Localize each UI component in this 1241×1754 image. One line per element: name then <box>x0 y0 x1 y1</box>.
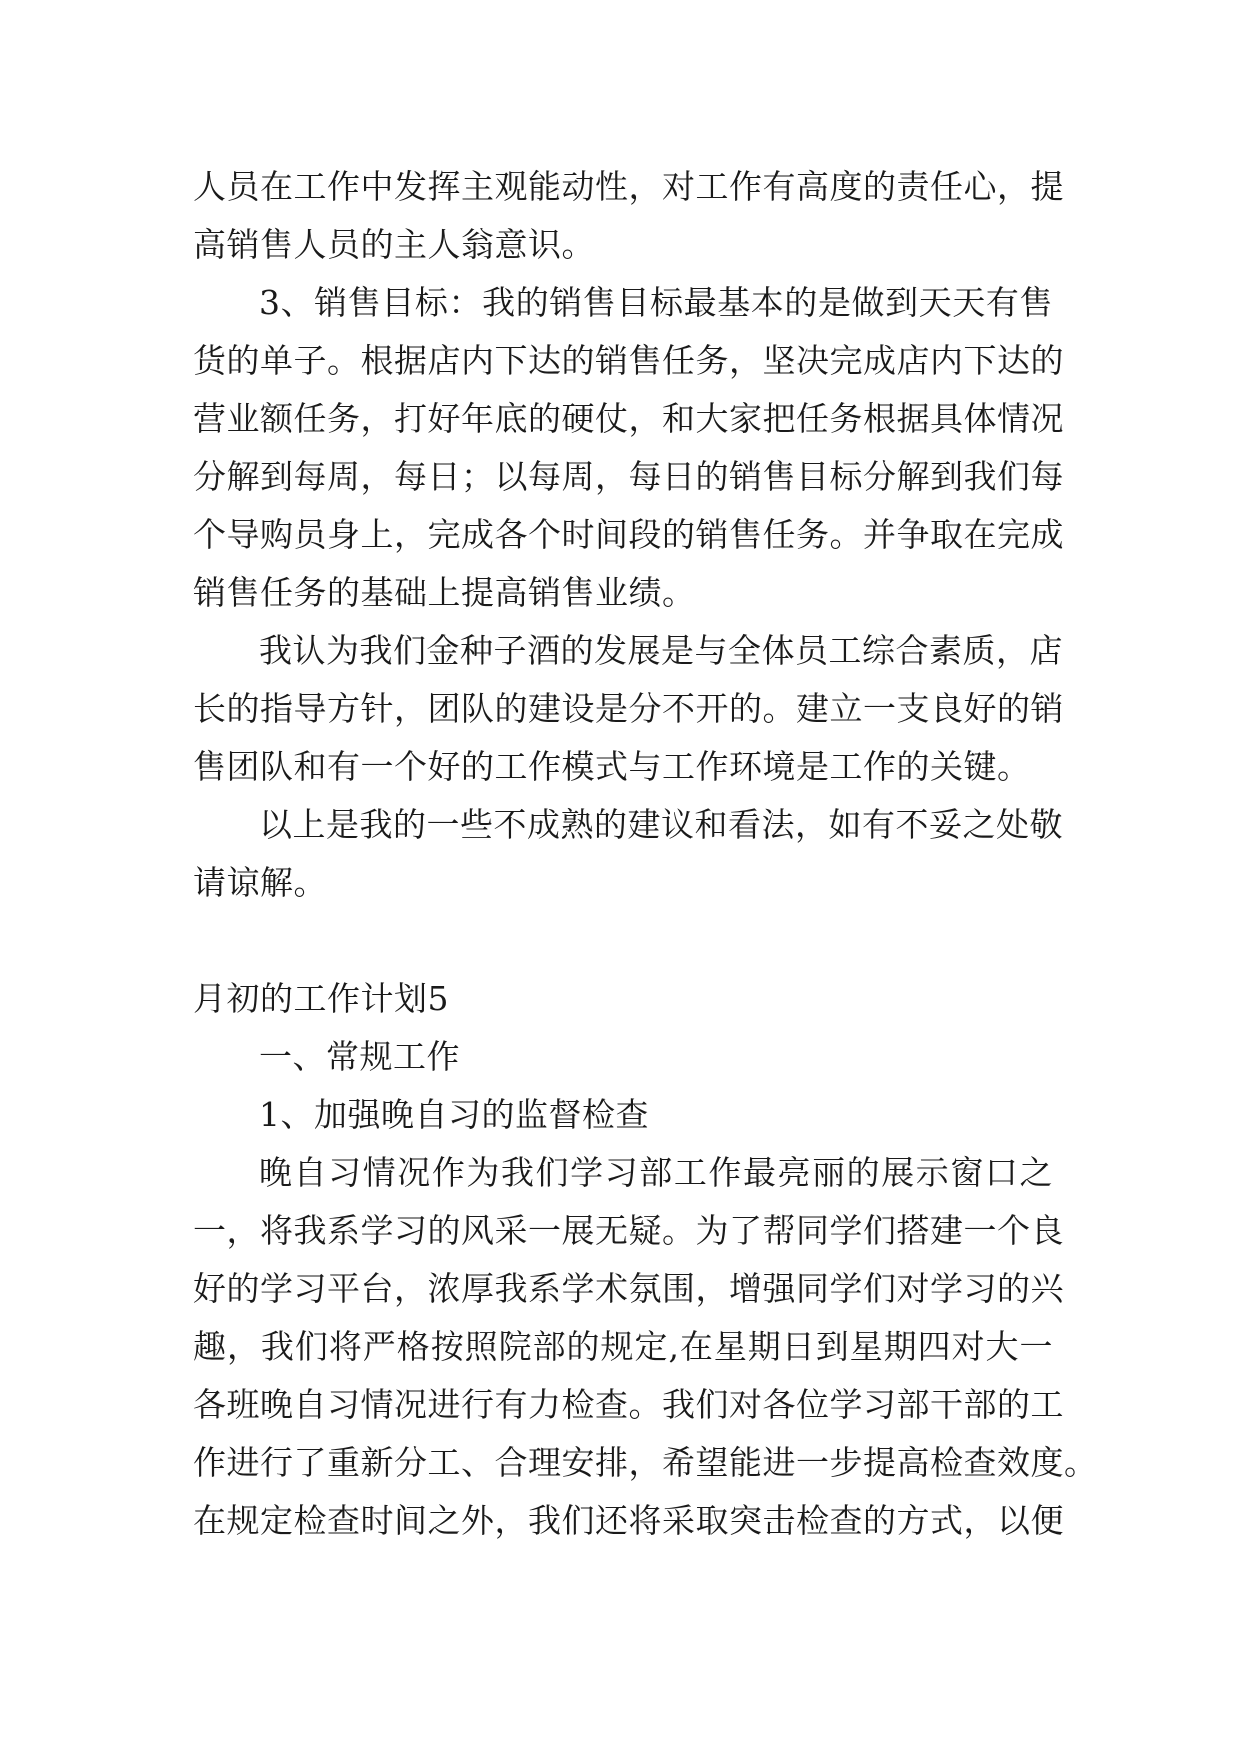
text-line: 请谅解。 <box>193 863 327 902</box>
text-line: 长的指导方针，团队的建设是分不开的。建立一支良好的销 <box>193 689 1064 728</box>
text-line: 3、销售目标：我的销售目标最基本的是做到天天有售 <box>259 283 1053 322</box>
text-line: 高销售人员的主人翁意识。 <box>193 225 595 264</box>
text-line: 我认为我们金种子酒的发展是与全体员工综合素质，店 <box>259 631 1063 670</box>
text-line: 人员在工作中发挥主观能动性，对工作有高度的责任心，提 <box>193 167 1064 206</box>
text-line: 在规定检查时间之外，我们还将采取突击检查的方式，以便 <box>193 1501 1064 1540</box>
text-line: 销售任务的基础上提高销售业绩。 <box>193 573 696 612</box>
subsection-heading: 一、常规工作 <box>259 1037 460 1076</box>
text-line: 个导购员身上，完成各个时间段的销售任务。并争取在完成 <box>193 515 1064 554</box>
text-line: 营业额任务，打好年底的硬仗，和大家把任务根据具体情况 <box>193 399 1064 438</box>
text-line: 货的单子。根据店内下达的销售任务，坚决完成店内下达的 <box>193 341 1064 380</box>
text-line: 作进行了重新分工、合理安排，希望能进一步提高检查效度。 <box>193 1443 1098 1482</box>
text-line: 趣，我们将严格按照院部的规定,在星期日到星期四对大一 <box>193 1327 1053 1366</box>
text-line: 以上是我的一些不成熟的建议和看法，如有不妥之处敬 <box>259 805 1063 844</box>
text-line: 各班晚自习情况进行有力检查。我们对各位学习部干部的工 <box>193 1385 1064 1424</box>
text-line: 一，将我系学习的风采一展无疑。为了帮同学们搭建一个良 <box>193 1211 1064 1250</box>
subsection-heading: 1、加强晚自习的监督检查 <box>259 1095 649 1134</box>
text-line: 售团队和有一个好的工作模式与工作环境是工作的关键。 <box>193 747 1031 786</box>
text-line: 分解到每周，每日；以每周，每日的销售目标分解到我们每 <box>193 457 1064 496</box>
text-line: 晚自习情况作为我们学习部工作最亮丽的展示窗口之 <box>259 1153 1053 1192</box>
text-line: 好的学习平台，浓厚我系学术氛围，增强同学们对学习的兴 <box>193 1269 1064 1308</box>
section-heading: 月初的工作计划5 <box>193 979 449 1018</box>
